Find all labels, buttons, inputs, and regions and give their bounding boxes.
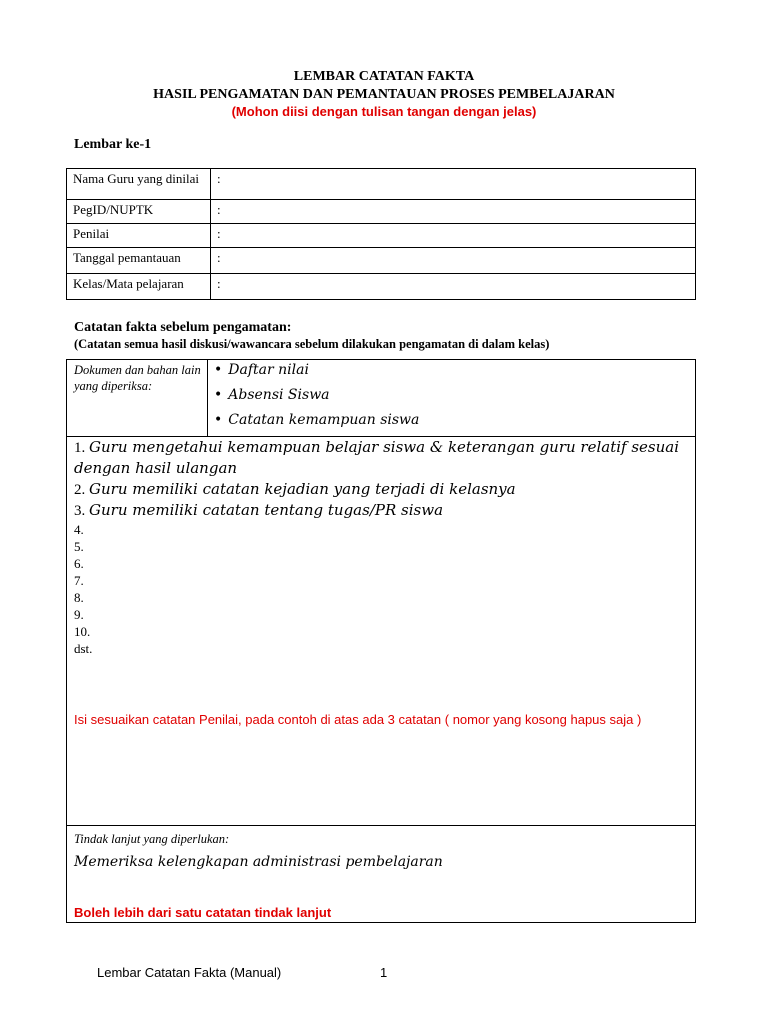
doc-title: LEMBAR CATATAN FAKTA [293, 69, 475, 84]
footer-label: Lembar Catatan Fakta (Manual) [97, 965, 282, 980]
note-item [74, 479, 694, 500]
document-item[interactable]: • Catatan kemampuan siswa [214, 412, 420, 428]
followup-note: Boleh lebih dari satu catatan tindak lanjut [74, 905, 332, 920]
note-item [74, 500, 694, 521]
document-item[interactable]: • Daftar nilai [214, 362, 309, 378]
info-row-teacher-name [67, 169, 696, 200]
document-item-text: Absensi Siswa [228, 387, 330, 403]
info-row-class-subject [67, 274, 696, 300]
note-empty-number: 5. [74, 539, 84, 554]
note-empty-number: 6. [74, 556, 84, 571]
note-empty-number: 9. [74, 607, 84, 622]
teacher-info-table [66, 168, 696, 300]
document-item[interactable]: • Absensi Siswa [214, 387, 330, 403]
documents-divider [207, 359, 208, 437]
note-text: Guru memiliki catatan kejadian yang terjadi di kelasnya [89, 480, 516, 498]
info-row-assessor [67, 224, 696, 248]
document-item-text: Catatan kemampuan siswa [228, 412, 420, 428]
info-value[interactable]: : [211, 200, 696, 224]
info-label: Penilai [67, 224, 211, 248]
info-label: PegID/NUPTK [67, 200, 211, 224]
note-empty-number: 10. [74, 624, 91, 639]
note-text: Guru memiliki catatan tentang tugas/PR siswa [89, 501, 444, 519]
document-item-text: Daftar nilai [228, 362, 309, 378]
documents-label: Dokumen dan bahan lain yang diperiksa: [74, 363, 201, 393]
note-text: Guru mengetahui kemampuan belajar siswa & keterangan guru relatif sesuai dengan hasil ulangan [74, 438, 680, 477]
info-label: Nama Guru yang dinilai [67, 169, 211, 200]
note-empty-number: dst. [74, 641, 93, 656]
info-value[interactable]: : [211, 224, 696, 248]
note-empty-number: 8. [74, 590, 84, 605]
section-title: Catatan fakta sebelum pengamatan: [74, 320, 292, 335]
note-item [74, 437, 694, 479]
doc-subtitle: HASIL PENGAMATAN DAN PEMANTAUAN PROSES PEMBELAJARAN [153, 87, 615, 102]
notes-instruction: Isi sesuaikan catatan Penilai, pada contoh di atas ada 3 catatan ( nomor yang kosong hapus saja ) [74, 712, 642, 727]
note-number: 2. [74, 482, 86, 498]
fill-instruction: (Mohon diisi dengan tulisan tangan dengan jelas) [231, 104, 537, 119]
info-value[interactable]: : [211, 274, 696, 300]
sheet-label: Lembar ke-1 [74, 137, 152, 152]
info-label: Kelas/Mata pelajaran [67, 274, 211, 300]
note-number: 3. [74, 503, 86, 519]
note-number: 1. [74, 440, 86, 456]
notes-content[interactable] [74, 437, 694, 728]
info-label: Tanggal pemantauan [67, 248, 211, 274]
info-value[interactable]: : [211, 248, 696, 274]
note-empty-number: 4. [74, 522, 84, 537]
note-empty-number: 7. [74, 573, 84, 588]
page-number: 1 [380, 965, 388, 980]
info-row-date [67, 248, 696, 274]
info-value[interactable]: : [211, 169, 696, 200]
section-subtitle: (Catatan semua hasil diskusi/wawancara sebelum dilakukan pengamatan di dalam kelas) [74, 337, 550, 351]
followup-label: Tindak lanjut yang diperlukan: [74, 832, 230, 846]
info-row-pegid [67, 200, 696, 224]
followup-text[interactable]: Memeriksa kelengkapan administrasi pembelajaran [74, 854, 443, 870]
